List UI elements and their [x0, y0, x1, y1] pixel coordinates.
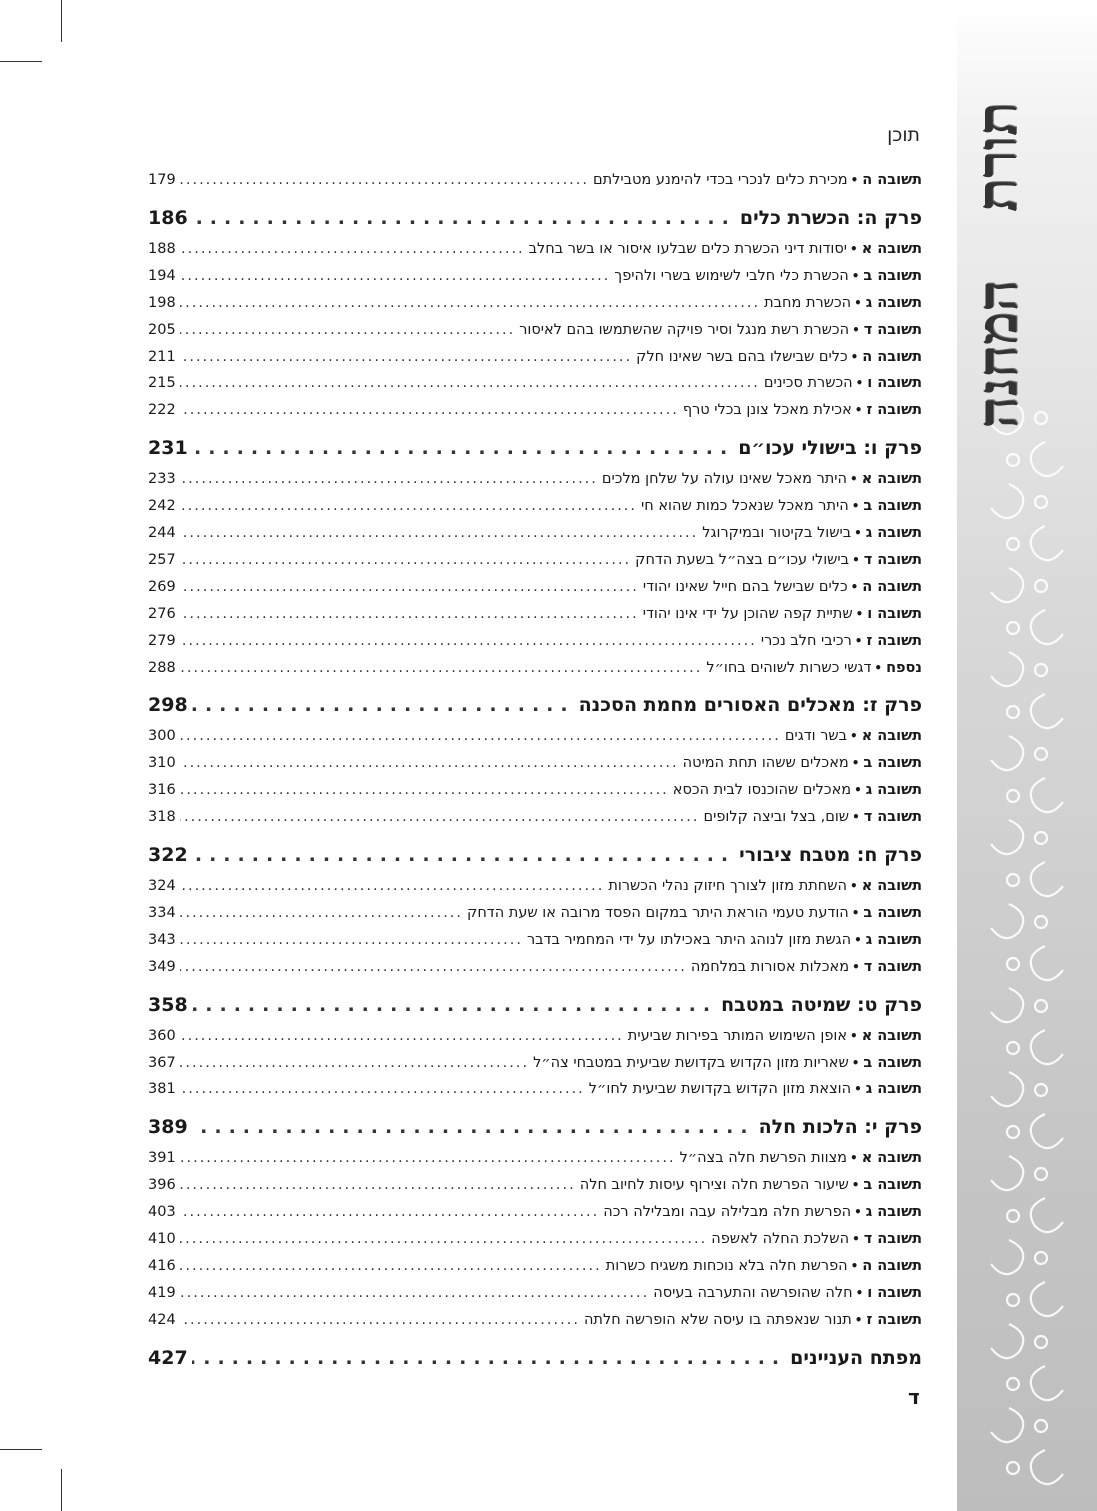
toc-entry-row[interactable] [148, 1055, 922, 1081]
entry-title: הודעת טעמי הוראת היתר במקום הפסד מרובה או שעת הדחק [467, 904, 849, 921]
toc-entry-row[interactable] [148, 1258, 922, 1284]
chapter-title: פרק ח: מטבח ציבורי [739, 844, 922, 866]
page-number: 322 [148, 844, 188, 866]
entry-label: תשובה ב [863, 1177, 922, 1194]
crop-mark [0, 1449, 42, 1450]
dot-leader [180, 295, 760, 311]
page-number: 419 [148, 1284, 176, 1301]
bullet-icon: • [854, 526, 862, 540]
chapter-title: פרק ז: מאכלים האסורים מחמת הסכנה [578, 694, 922, 717]
entry-title: מאכלים ששהו תחת המיטה [682, 755, 849, 772]
bullet-icon: • [854, 295, 862, 310]
toc-chapter-row[interactable] [148, 844, 922, 874]
dot-leader [180, 525, 698, 541]
entry-title: מאכלות אסורות במלחמה [690, 958, 850, 975]
bullet-icon: • [852, 552, 860, 567]
entry-title: השחתת מזון לצורך חיזוק נהלי הכשרות [608, 878, 848, 894]
toc-entry-row[interactable] [148, 471, 922, 497]
entry-title: הפרשת חלה מבלילה עבה ומבלילה רכה [603, 1204, 852, 1221]
entry-title: שאריות מזון הקדוש בקדושת שביעית במטבחי צה״ל [533, 1054, 849, 1071]
bullet-icon: • [850, 241, 858, 256]
entry-title: השלכת החלה לאשפה [711, 1231, 850, 1247]
entry-label: תשובה ד [863, 321, 922, 338]
bullet-icon: • [851, 1178, 860, 1193]
entry-title: שיעור הפרשת חלה וצירוף עיסות לחיוב חלה [579, 1177, 849, 1194]
bullet-icon: • [855, 606, 864, 621]
page-number: 222 [148, 402, 176, 419]
entry-title: הכשרת כלי חלבי לשימוש בשרי ולהיפך [614, 267, 849, 284]
page-number: 316 [148, 782, 176, 799]
bullet-icon: • [850, 579, 859, 594]
toc-entry-row[interactable] [148, 402, 922, 428]
bullet-icon: • [850, 1151, 858, 1166]
dot-leader [180, 905, 463, 921]
toc-entry-row[interactable] [148, 878, 922, 904]
bullet-icon: • [850, 1258, 859, 1273]
entry-label: תשובה א [861, 1150, 922, 1167]
page-number: 276 [148, 605, 176, 622]
bullet-icon: • [850, 472, 858, 487]
dot-leader [180, 728, 781, 744]
entry-label: תשובה ו [867, 605, 922, 622]
dot-leader [180, 1285, 649, 1301]
bullet-icon: • [854, 783, 862, 798]
entry-label: תשובה א [861, 1027, 922, 1044]
bullet-icon: • [851, 499, 860, 514]
toc-entry-row[interactable] [148, 268, 922, 294]
entry-label: תשובה ב [863, 267, 922, 284]
crop-mark [0, 61, 42, 62]
running-head: תוכן [887, 124, 920, 146]
entry-title: אופן השימוש המותר בפירות שביעית [627, 1027, 848, 1044]
entry-label: תשובה ז [866, 632, 922, 649]
entry-title: חלה שהופרשה והתערבה בעיסה [653, 1284, 853, 1301]
page-number: 318 [148, 809, 176, 826]
dot-leader [180, 755, 679, 771]
brand-word: תורת [964, 101, 1031, 213]
page-number: 269 [148, 578, 176, 595]
entry-title: היתר מאכל שאינו עולה על שלחן מלכים [601, 471, 848, 488]
bullet-icon: • [854, 1312, 863, 1327]
dot-leader [180, 1055, 529, 1071]
bullet-icon: • [850, 1028, 858, 1043]
page-number: 198 [148, 294, 176, 311]
page-number: 231 [148, 437, 188, 460]
bullet-icon: • [854, 932, 862, 947]
bullet-icon: • [851, 1055, 860, 1070]
entry-title: היתר מאכל שנאכל כמות שהוא חי [641, 498, 849, 515]
entry-title: דגשי כשרות לשוהים בחו״ל [706, 659, 872, 676]
toc-entry-row[interactable] [148, 1285, 922, 1311]
entry-label: תשובה ג [865, 782, 922, 799]
entry-title: מצוות הפרשת חלה בצה״ל [679, 1150, 848, 1167]
entry-label: תשובה א [861, 471, 922, 488]
dot-leader [180, 375, 760, 391]
page-number: 244 [148, 525, 176, 541]
entry-title: יסודות דיני הכשרת כלים שבלעו איסור או בשר בחלב [528, 240, 848, 257]
page-number: 300 [148, 728, 176, 745]
toc-entry-row[interactable] [148, 525, 922, 551]
page-number: 215 [148, 375, 176, 392]
bullet-icon: • [850, 349, 859, 364]
dot-leader [180, 268, 610, 284]
toc-entry-row[interactable] [148, 728, 922, 754]
crop-mark [61, 1469, 62, 1511]
toc-chapter-row[interactable] [148, 207, 922, 237]
entry-title: מכירת כלים לנכרי בכדי להימנע מטבילתם [593, 172, 848, 188]
toc-chapter-row[interactable] [148, 437, 922, 467]
entry-title: הוצאת מזון הקדוש בקדושת שביעית לחו״ל [588, 1081, 852, 1098]
toc-entry-row[interactable] [148, 932, 922, 958]
dot-leader [180, 959, 687, 975]
dot-leader [192, 694, 575, 716]
entry-label: תשובה ה [862, 172, 922, 188]
dot-leader [180, 349, 632, 365]
entry-title: תנור שנאפתה בו עיסה שלא הופרשה חלתה [583, 1311, 852, 1328]
entry-label: תשובה ו [867, 1284, 922, 1301]
dot-leader [180, 932, 523, 948]
entry-label: תשובה ד [863, 551, 922, 568]
toc-entry-row[interactable] [148, 905, 922, 931]
bullet-icon: • [854, 1205, 862, 1220]
page-number: 349 [148, 958, 176, 975]
entry-label: תשובה ג [865, 294, 922, 311]
toc-entry-row[interactable] [148, 660, 922, 686]
bullet-icon: • [850, 173, 859, 187]
dot-leader [192, 844, 735, 866]
dot-leader [180, 633, 757, 649]
page-number: 211 [148, 348, 176, 365]
dot-leader [180, 552, 631, 568]
page-number: 186 [148, 206, 188, 229]
toc-entry-row[interactable] [148, 172, 922, 198]
dot-leader [180, 1081, 585, 1097]
page-number: 427 [148, 1346, 188, 1369]
page-number: 367 [148, 1054, 176, 1071]
toc-chapter-row[interactable] [148, 1347, 922, 1377]
toc-entry-row[interactable] [148, 782, 922, 808]
entry-title: אכילת מאכל צונן בכלי טרף [682, 402, 852, 419]
bullet-icon: • [851, 268, 860, 283]
toc-entry-row[interactable] [148, 606, 922, 632]
toc-chapter-row[interactable] [148, 994, 922, 1024]
toc-entry-row[interactable] [148, 349, 922, 375]
page-number: 205 [148, 321, 176, 338]
dot-leader [180, 809, 700, 825]
entry-title: הגשת מזון לנוהג היתר באכילתו על ידי המחמיר בדבר [526, 931, 852, 948]
book-title-logo [962, 101, 1032, 429]
dot-leader [180, 1177, 576, 1193]
entry-label: תשובה ז [866, 1311, 922, 1328]
dot-leader [180, 402, 679, 418]
chapter-title: פרק י: הלכות חלה [758, 1116, 922, 1139]
page-number: 298 [148, 694, 188, 717]
dot-leader [192, 1347, 786, 1369]
bullet-icon: • [850, 879, 858, 893]
page-number: 279 [148, 632, 176, 649]
entry-label: תשובה ה [862, 578, 922, 595]
page-number: 233 [148, 471, 176, 488]
dot-leader [180, 579, 639, 595]
toc-entry-row[interactable] [148, 552, 922, 578]
page-number: 391 [148, 1150, 176, 1167]
dot-leader [180, 172, 589, 188]
entry-label: תשובה ג [865, 931, 922, 948]
entry-title: הכשרת רשת מנגל וסיר פויקה שהשתמשו בהם לאיסור [519, 321, 850, 338]
entry-title: מאכלים שהוכנסו לבית הכסא [672, 782, 852, 799]
entry-title: כלים שבישל בהם חייל שאינו יהודי [642, 578, 848, 595]
bullet-icon: • [855, 1285, 864, 1300]
dot-leader [180, 498, 637, 514]
page-folio: ד [908, 1385, 920, 1409]
bullet-icon: • [855, 376, 864, 391]
page-number: 288 [148, 659, 176, 676]
entry-label: נספח [886, 659, 922, 676]
page-number: 416 [148, 1257, 176, 1274]
chapter-title: פרק ו: בישולי עכו״ם [738, 437, 922, 460]
bullet-icon: • [851, 905, 860, 920]
toc-entry-row[interactable] [148, 959, 922, 985]
bullet-icon: • [852, 959, 860, 974]
entry-label: תשובה ד [863, 809, 922, 826]
dot-leader [192, 437, 735, 459]
entry-title: שתיית קפה שהוכן על ידי אינו יהודי [642, 605, 853, 622]
toc-entry-row[interactable] [148, 1028, 922, 1054]
dot-leader [180, 878, 604, 894]
dot-leader [180, 1312, 580, 1328]
toc-entry-row[interactable] [148, 809, 922, 835]
bullet-icon: • [852, 322, 860, 337]
page-number: 324 [148, 878, 176, 894]
toc-entry-row[interactable] [148, 295, 922, 321]
bullet-icon: • [851, 756, 860, 771]
page-number: 179 [148, 172, 176, 188]
page-number: 188 [148, 240, 176, 257]
page-number: 343 [148, 931, 176, 948]
toc-entry-row[interactable] [148, 498, 922, 524]
page-number: 334 [148, 904, 176, 921]
entry-label: תשובה ג [865, 1081, 922, 1098]
dot-leader [192, 207, 736, 229]
entry-label: תשובה ב [863, 1054, 922, 1071]
page-number: 381 [148, 1081, 176, 1098]
entry-title: הכשרת סכינים [763, 375, 853, 392]
entry-label: תשובה א [861, 878, 922, 894]
chapter-title: מפתח העניינים [790, 1346, 922, 1369]
entry-label: תשובה ב [863, 755, 922, 772]
toc-entry-row[interactable] [148, 1177, 922, 1203]
bullet-icon: • [850, 729, 858, 744]
bullet-icon: • [852, 1232, 860, 1246]
toc-entry-row[interactable] [148, 1204, 922, 1230]
entry-label: תשובה ג [865, 525, 922, 541]
toc-chapter-row[interactable] [148, 1116, 922, 1146]
bullet-icon: • [854, 403, 863, 418]
crop-mark [61, 0, 62, 42]
entry-title: שום, בצל וביצה קלופים [703, 809, 850, 826]
page-number: 403 [148, 1204, 176, 1221]
toc-entry-row[interactable] [148, 1150, 922, 1176]
toc-entry-row[interactable] [148, 1231, 922, 1257]
entry-label: תשובה ב [863, 904, 922, 921]
entry-label: תשובה ד [863, 958, 922, 975]
entry-title: בשר ודגים [784, 728, 848, 745]
entry-title: הפרשת חלה בלא נוכחות משגיח כשרות [605, 1257, 848, 1274]
entry-label: תשובה ה [862, 1257, 922, 1274]
dot-leader [180, 1231, 707, 1247]
dot-leader [180, 782, 669, 798]
page-number: 358 [148, 993, 188, 1016]
entry-title: בישולי עכו״ם בצה״ל בשעת הדחק [635, 551, 850, 568]
dot-leader [180, 322, 515, 338]
dot-leader [180, 1258, 602, 1274]
entry-label: תשובה א [861, 240, 922, 257]
bullet-icon: • [852, 810, 860, 825]
entry-label: תשובה ד [863, 1231, 922, 1247]
page-number: 389 [148, 1116, 188, 1139]
dot-leader [192, 994, 717, 1016]
toc-entry-row[interactable] [148, 1081, 922, 1107]
entry-label: תשובה ב [863, 498, 922, 515]
dot-leader [180, 1150, 676, 1166]
dot-leader [180, 606, 639, 622]
page-number: 257 [148, 551, 176, 568]
toc-entry-row[interactable] [148, 633, 922, 659]
page-number: 194 [148, 267, 176, 284]
chapter-title: פרק ה: הכשרת כלים [739, 206, 922, 229]
entry-title: רכיבי חלב נכרי [760, 632, 852, 649]
dot-leader [180, 1204, 599, 1220]
page-number: 424 [148, 1311, 176, 1328]
brand-word: המחנה [964, 279, 1030, 429]
bullet-icon: • [854, 633, 863, 648]
page-number: 360 [148, 1027, 176, 1044]
bullet-icon: • [874, 660, 883, 675]
toc-chapter-row[interactable] [148, 694, 922, 724]
dot-leader [180, 660, 702, 676]
chapter-title: פרק ט: שמיטה במטבח [721, 993, 922, 1016]
entry-label: תשובה ה [862, 348, 922, 365]
entry-title: הכשרת מחבת [764, 294, 852, 311]
entry-label: תשובה א [861, 728, 922, 745]
entry-title: בישול בקיטור ובמיקרוגל [702, 525, 852, 541]
page-number: 310 [148, 755, 176, 772]
page-number: 242 [148, 498, 176, 515]
toc-entry-row[interactable] [148, 755, 922, 781]
entry-label: תשובה ז [866, 402, 922, 419]
page-number: 396 [148, 1177, 176, 1194]
dot-leader [180, 1028, 624, 1044]
page-number: 410 [148, 1231, 176, 1247]
dot-leader [180, 471, 598, 487]
entry-label: תשובה ג [865, 1204, 922, 1221]
dot-leader [192, 1116, 755, 1138]
bullet-icon: • [854, 1082, 862, 1097]
entry-label: תשובה ו [867, 375, 922, 392]
toc-entry-row[interactable] [148, 322, 922, 348]
toc-entry-row[interactable] [148, 375, 922, 401]
dot-leader [180, 241, 525, 257]
entry-title: כלים שבישלו בהם בשר שאינו חלק [636, 348, 848, 365]
toc-entry-row[interactable] [148, 1312, 922, 1338]
toc-entry-row[interactable] [148, 579, 922, 605]
toc-entry-row[interactable] [148, 241, 922, 267]
